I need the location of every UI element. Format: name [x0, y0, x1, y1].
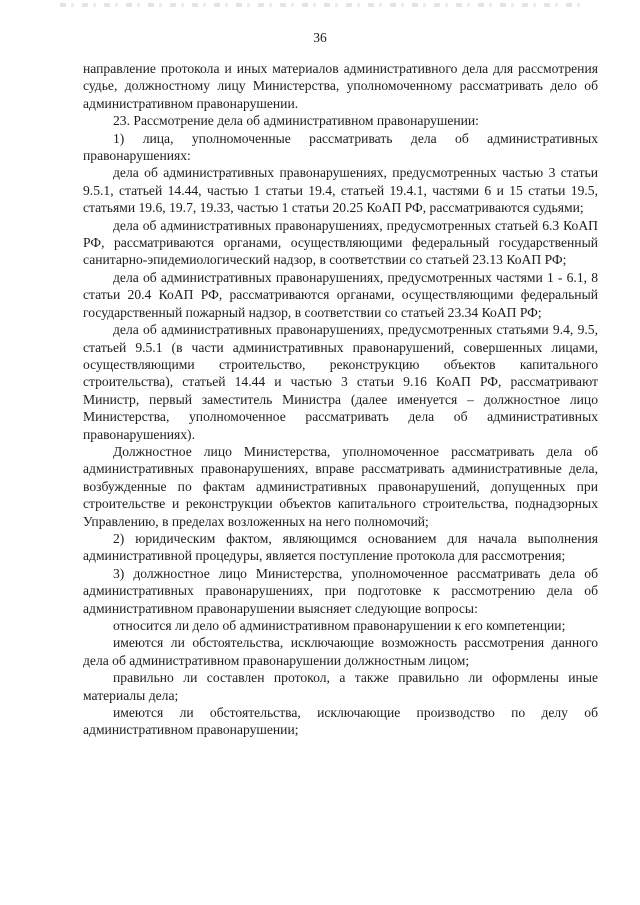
paragraph: 3) должностное лицо Министерства, уполномоченное рассматривать дела об административных правонарушениях, при подготовке к рассмотрению дела об административном правонарушении выясняет следующие вопросы: [83, 565, 598, 616]
paragraph: дела об административных правонарушениях, предусмотренных частями 1 - 6.1, 8 статьи 20.4 КоАП РФ, рассматриваются органами, осуществляющими федеральный государственный пожарный надзор, в соответствии со статьей 23.34 КоАП РФ; [83, 269, 598, 320]
paragraph: дела об административных правонарушениях, предусмотренных статьями 9.4, 9.5, статьей 9.5.1 (в части административных правонарушений, совершенных лицами, осуществляющими строительство, реконструкцию объектов капитального строительства), статьей 14.44 и частью 3 статьи 9.16 КоАП РФ, рассматривают Министр, первый заместитель Министра (далее именуется – должностное лицо Министерства, уполномоченное рассматривать дела об административных правонарушениях). [83, 322, 598, 442]
page-number: 36 [313, 30, 327, 45]
paragraph: имеются ли обстоятельства, исключающие производство по делу об административном правонарушении; [83, 705, 598, 738]
paragraph: имеются ли обстоятельства, исключающие возможность рассмотрения данного дела об административном правонарушении должностным лицом; [83, 635, 598, 668]
document-body [83, 60, 598, 739]
section-heading: 23. Рассмотрение дела об административном правонарушении: [113, 113, 479, 129]
paragraph: 1) лица, уполномоченные рассматривать дела об административных правонарушениях: [83, 130, 598, 164]
paragraph: дела об административных правонарушениях, предусмотренных частью 3 статьи 9.5.1, статьей 14.44, частью 1 статьи 19.4, статьей 19.4.1, частями 6 и 15 статьи 19.5, статьями 19.6, 19.7, 19.33, частью 1 статьи 20.25 КоАП РФ, рассматриваются судьями; [83, 165, 598, 216]
paragraph: направление протокола и иных материалов административного дела для рассмотрения судье, должностному лицу Министерства, уполномоченному рассматривать дело об административном правонарушении. [83, 61, 598, 111]
paragraph: относится ли дело об административном правонарушении к его компетенции; [113, 618, 566, 633]
paragraph: Должностное лицо Министерства, уполномоченное рассматривать дела об административных правонарушениях, вправе рассматривать административные дела, возбужденные по фактам административных правонарушений, допущенных при строительстве и реконструкции объектов капитального строительства, поднадзорных Управлению, в пределах возложенных на него полномочий; [83, 443, 598, 529]
scan-artifact-strip [60, 3, 580, 7]
paragraph: правильно ли составлен протокол, а также правильно ли оформлены иные материалы дела; [83, 670, 598, 703]
paragraph: 2) юридическим фактом, являющимся основанием для начала выполнения административной процедуры, является поступление протокола для рассмотрения; [83, 530, 598, 564]
paragraph: дела об административных правонарушениях, предусмотренных статьей 6.3 КоАП РФ, рассматриваются органами, осуществляющими федеральный государственный санитарно-эпидемиологический надзор, в соответствии со статьей 23.13 КоАП РФ; [83, 217, 598, 268]
